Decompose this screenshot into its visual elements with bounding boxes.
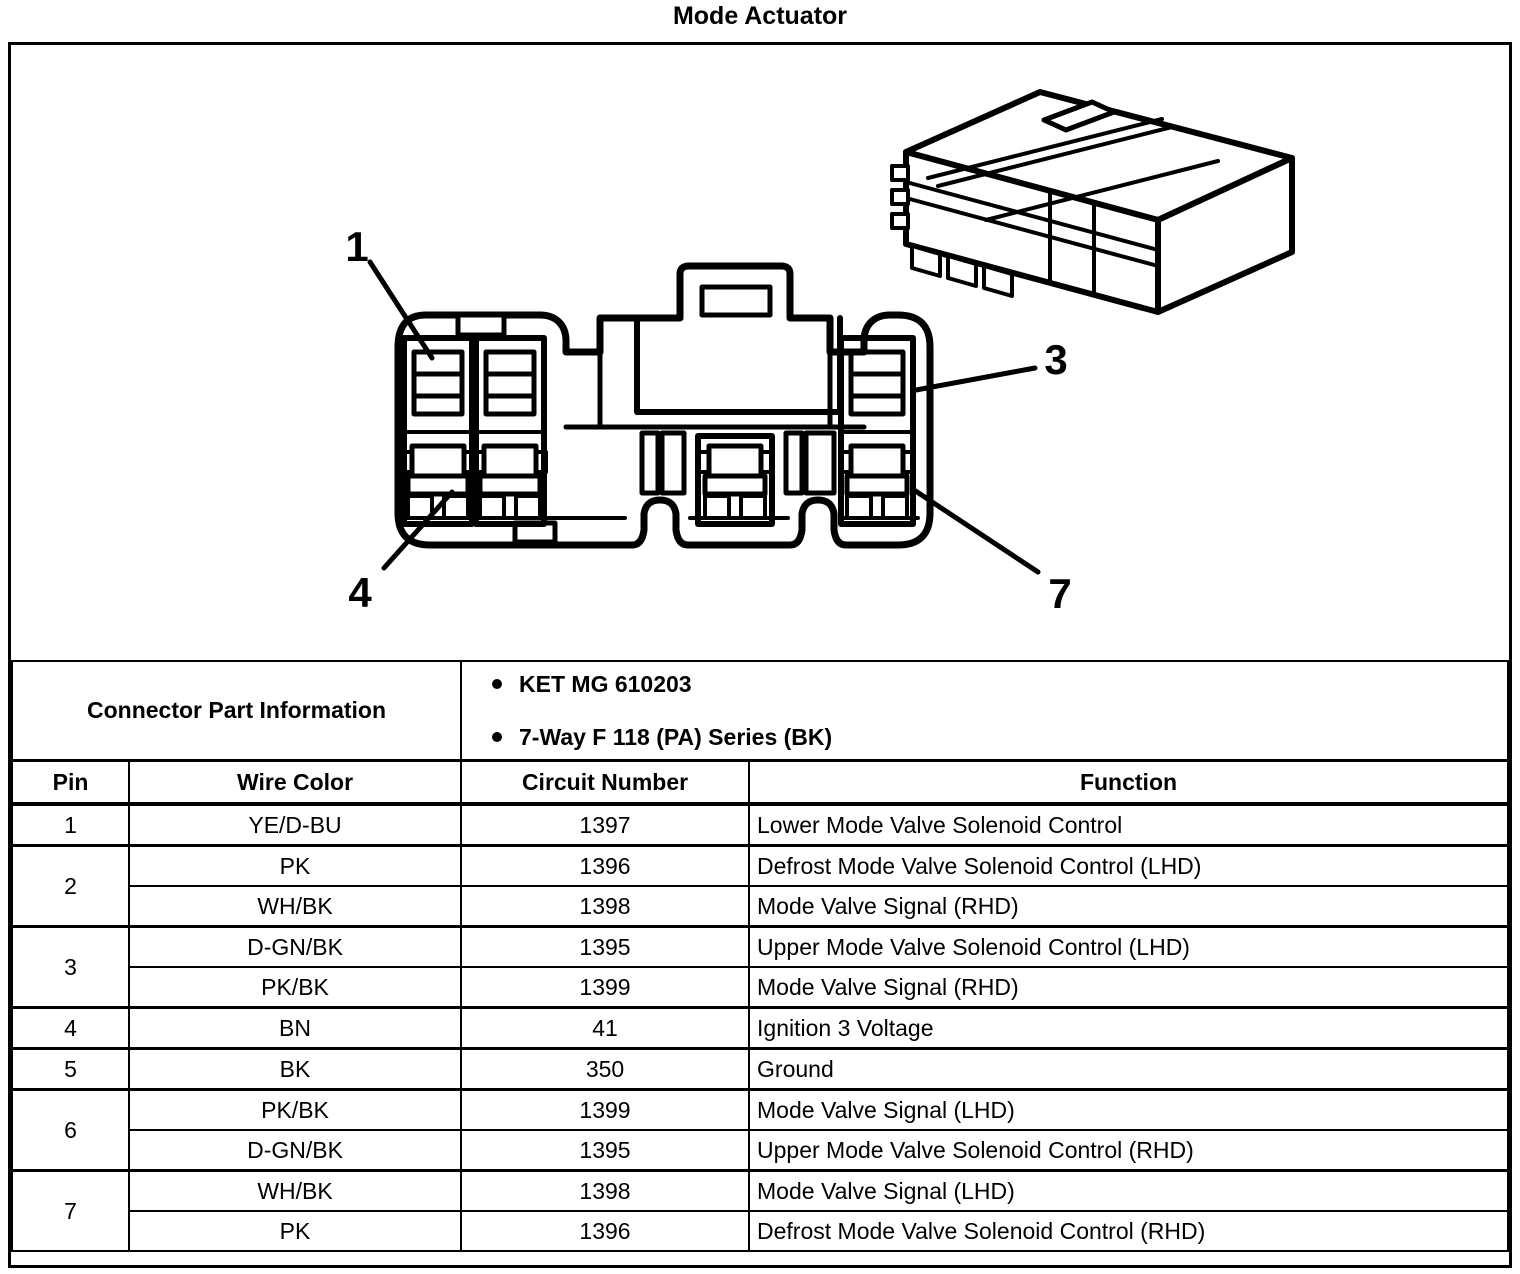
callout-label-7: 7	[1048, 570, 1072, 617]
circuit-number-cell: 1399	[461, 1090, 749, 1131]
table-row	[12, 967, 1508, 1008]
circuit-number-cell: 41	[461, 1008, 749, 1049]
connector-isometric-view	[892, 92, 1292, 312]
wire-color-cell: BK	[129, 1049, 461, 1090]
wire-color-cell: PK/BK	[129, 967, 461, 1008]
bullet-icon	[492, 679, 502, 689]
pin-cell: 3	[12, 927, 129, 1008]
connector-part-info-heading: Connector Part Information	[12, 661, 461, 761]
table-row	[12, 1130, 1508, 1171]
function-cell: Ignition 3 Voltage	[749, 1008, 1508, 1049]
function-cell: Defrost Mode Valve Solenoid Control (RHD)	[749, 1211, 1508, 1251]
pin-cell: 5	[12, 1049, 129, 1090]
table-row	[12, 846, 1508, 887]
callout-label-3: 3	[1044, 336, 1068, 383]
header-wire-color: Wire Color	[129, 761, 461, 805]
table-row	[12, 1211, 1508, 1251]
part-number-text: KET MG 610203	[519, 670, 692, 697]
function-cell: Mode Valve Signal (LHD)	[749, 1090, 1508, 1131]
page-title: Mode Actuator	[672, 2, 848, 30]
wire-color-cell: PK/BK	[129, 1090, 461, 1131]
callout-line-7	[914, 490, 1038, 572]
wire-color-cell: BN	[129, 1008, 461, 1049]
circuit-number-cell: 1398	[461, 1171, 749, 1212]
table-row	[12, 886, 1508, 927]
pin-cell: 7	[12, 1171, 129, 1252]
connector-part-info-row	[12, 661, 1508, 761]
function-cell: Upper Mode Valve Solenoid Control (RHD)	[749, 1130, 1508, 1171]
series-text: 7-Way F 118 (PA) Series (BK)	[519, 723, 833, 750]
callout-label-4: 4	[348, 569, 372, 616]
wire-color-cell: YE/D-BU	[129, 804, 461, 846]
table-row	[12, 804, 1508, 846]
function-cell: Defrost Mode Valve Solenoid Control (LHD)	[749, 846, 1508, 887]
circuit-number-cell: 1399	[461, 967, 749, 1008]
callout-line-3	[916, 368, 1035, 390]
circuit-number-cell: 1396	[461, 1211, 749, 1251]
wire-color-cell: PK	[129, 846, 461, 887]
pin-cell: 4	[12, 1008, 129, 1049]
header-function: Function	[749, 761, 1508, 805]
table-row	[12, 1008, 1508, 1049]
header-circuit-number: Circuit Number	[461, 761, 749, 805]
connector-line-art	[11, 45, 1509, 660]
pin-cell: 2	[12, 846, 129, 927]
callout-label-1: 1	[345, 223, 369, 270]
header-pin: Pin	[12, 761, 129, 805]
pin-cell: 1	[12, 804, 129, 846]
table-row	[12, 927, 1508, 968]
pinout-table	[11, 660, 1509, 1252]
wire-color-cell: WH/BK	[129, 1171, 461, 1212]
function-cell: Mode Valve Signal (RHD)	[749, 967, 1508, 1008]
table-row	[12, 1171, 1508, 1212]
part-info-item	[492, 671, 1507, 698]
pin-cell: 6	[12, 1090, 129, 1171]
function-cell: Upper Mode Valve Solenoid Control (LHD)	[749, 927, 1508, 968]
circuit-number-cell: 350	[461, 1049, 749, 1090]
circuit-number-cell: 1398	[461, 886, 749, 927]
circuit-number-cell: 1396	[461, 846, 749, 887]
part-info-item	[492, 724, 1507, 751]
function-cell: Mode Valve Signal (LHD)	[749, 1171, 1508, 1212]
wire-color-cell: D-GN/BK	[129, 927, 461, 968]
pinout-table-body	[12, 804, 1508, 1251]
top-index-notch	[458, 315, 504, 335]
content-box	[8, 42, 1512, 1268]
wire-color-cell: PK	[129, 1211, 461, 1251]
connector-front-view	[370, 262, 1038, 572]
circuit-number-cell: 1395	[461, 1130, 749, 1171]
function-cell: Mode Valve Signal (RHD)	[749, 886, 1508, 927]
table-header-row	[12, 761, 1508, 805]
table-row	[12, 1090, 1508, 1131]
function-cell: Lower Mode Valve Solenoid Control	[749, 804, 1508, 846]
wire-color-cell: WH/BK	[129, 886, 461, 927]
table-row	[12, 1049, 1508, 1090]
wire-color-cell: D-GN/BK	[129, 1130, 461, 1171]
function-cell: Ground	[749, 1049, 1508, 1090]
connector-diagram	[11, 45, 1509, 660]
connector-part-info-cell	[461, 661, 1508, 761]
circuit-number-cell: 1395	[461, 927, 749, 968]
bullet-icon	[492, 732, 502, 742]
circuit-number-cell: 1397	[461, 804, 749, 846]
